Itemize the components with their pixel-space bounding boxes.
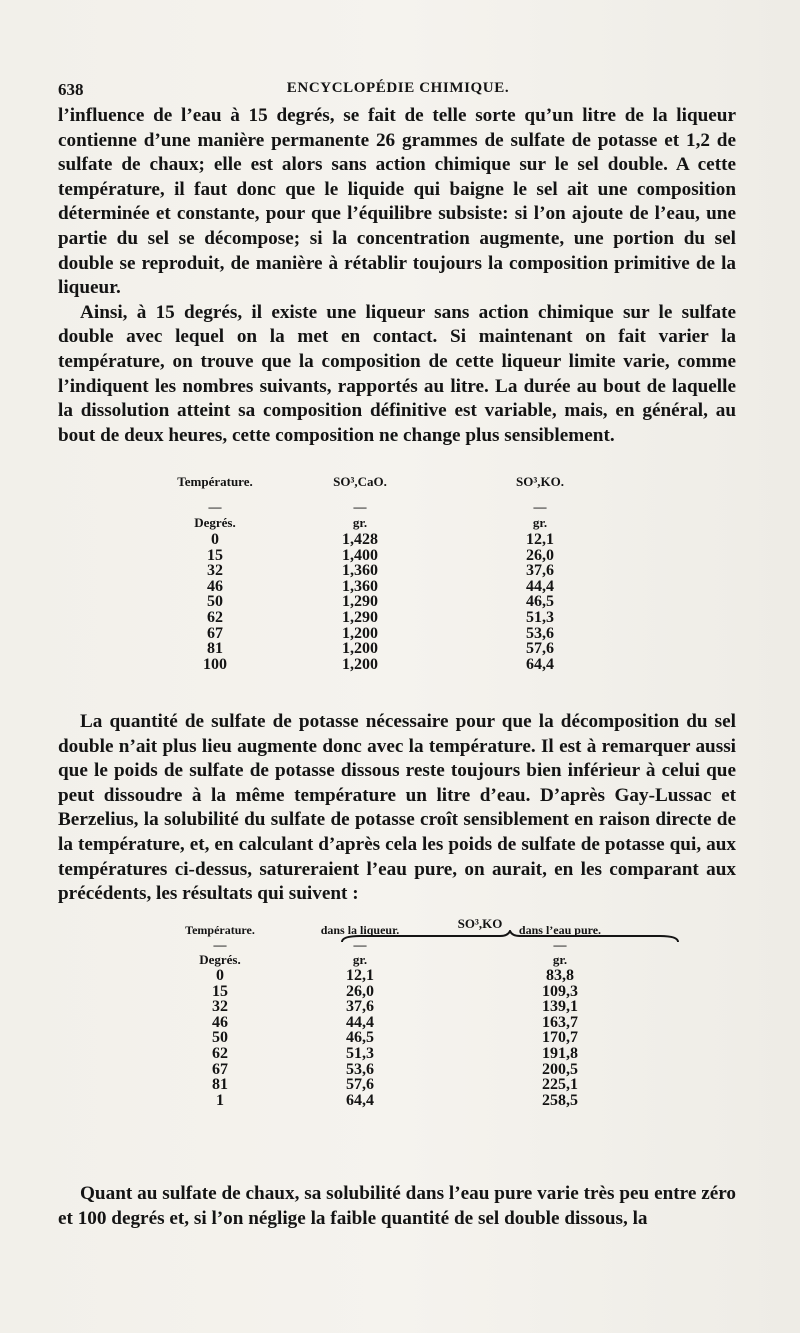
paragraph-quant: Quant au sulfate de chaux, sa solubilité dans l’eau pure varie très peu entre zéro et 100 degrés et, si l’on néglige la faible quantité de sel double dissous, la bbox=[58, 1183, 736, 1229]
table-row bbox=[160, 626, 630, 642]
table-cell: 46,5 bbox=[346, 1029, 374, 1047]
table-cell: 83,8 bbox=[546, 967, 574, 984]
table-cell: 1,200 bbox=[342, 640, 378, 658]
table-cell: 46,5 bbox=[526, 593, 554, 611]
table-cell: 1 bbox=[216, 1091, 224, 1109]
table-row bbox=[180, 1062, 660, 1078]
table-cell: 12,1 bbox=[346, 967, 374, 984]
page-number: 638 bbox=[58, 80, 84, 99]
table1-header-k2so4: SO³,KO. bbox=[516, 474, 564, 489]
table-cell: 51,3 bbox=[346, 1044, 374, 1062]
table-cell: 44,4 bbox=[346, 1013, 374, 1031]
table2-header-temperature: Température. bbox=[185, 923, 255, 937]
table-cell: 53,6 bbox=[526, 624, 554, 642]
table-cell: 225,1 bbox=[542, 1076, 578, 1094]
table1-unit: Degrés. bbox=[194, 515, 236, 530]
table-cell: 44,4 bbox=[526, 577, 554, 595]
table-cell: 1,360 bbox=[342, 577, 378, 595]
table1-dash: — bbox=[353, 499, 367, 514]
table-cell: 100 bbox=[203, 655, 227, 673]
table-cell: 1,400 bbox=[342, 546, 378, 564]
table-cell: 81 bbox=[212, 1076, 228, 1094]
table-cell: 200,5 bbox=[542, 1060, 578, 1078]
table-cell: 67 bbox=[207, 624, 223, 642]
table2-header-liqueur: dans la liqueur. bbox=[320, 923, 400, 937]
table-cell: 62 bbox=[207, 608, 223, 626]
table-cell: 50 bbox=[212, 1029, 228, 1047]
table1-header-temperature: Température. bbox=[177, 474, 253, 489]
text-block-bottom bbox=[58, 1182, 736, 1231]
table-row bbox=[160, 532, 630, 548]
table-row bbox=[160, 657, 630, 673]
text-block-top bbox=[58, 104, 736, 448]
table-cell: 67 bbox=[212, 1060, 228, 1078]
table-cell: 57,6 bbox=[346, 1076, 374, 1094]
text-block-middle bbox=[58, 710, 736, 907]
table-eau-pure bbox=[180, 916, 660, 1108]
table-cell: 0 bbox=[216, 967, 224, 984]
table-cell: 64,4 bbox=[526, 655, 554, 673]
table-cell: 37,6 bbox=[526, 562, 554, 580]
table-row bbox=[160, 641, 630, 657]
table2-unit: gr. bbox=[552, 952, 568, 967]
table2-unit: gr. bbox=[352, 952, 368, 967]
table-row bbox=[160, 610, 630, 626]
table-cell: 0 bbox=[211, 531, 219, 548]
table1-dash: — bbox=[533, 499, 547, 514]
table-row bbox=[160, 563, 630, 579]
table-cell: 139,1 bbox=[542, 998, 578, 1016]
table1-dash: — bbox=[208, 499, 222, 514]
table-liqueur-limite bbox=[160, 474, 630, 672]
table-cell: 163,7 bbox=[542, 1013, 578, 1031]
table2-dash: — bbox=[213, 937, 227, 952]
table-cell: 1,290 bbox=[342, 593, 378, 611]
table-cell: 15 bbox=[207, 546, 223, 564]
table-cell: 258,5 bbox=[542, 1091, 578, 1109]
table-cell: 1,360 bbox=[342, 562, 378, 580]
table-cell: 109,3 bbox=[542, 982, 578, 1000]
table-cell: 170,7 bbox=[542, 1029, 578, 1047]
table-cell: 32 bbox=[207, 562, 223, 580]
table-cell: 26,0 bbox=[346, 982, 374, 1000]
table-cell: 81 bbox=[207, 640, 223, 658]
table-cell: 50 bbox=[207, 593, 223, 611]
table-row bbox=[160, 579, 630, 595]
table-cell: 46 bbox=[212, 1013, 228, 1031]
paragraph-quantite: La quantité de sulfate de potasse nécessaire pour que la décomposition du sel double n’ait plus lieu augmente donc avec la température. Il est à remarquer aussi que le poids de sulfate de potasse dissous reste toujours bien inférieur à celui que peut dissoudre à la même température un litre d’eau. D’après Gay-Lussac et Berzelius, la solubilité du sulfate de potasse croît sensiblement en raison directe de la température, et, en calculant d’après cela les poids de sulfate de potasse qui, aux températures ci-dessus, satureraient l’eau pure, on aurait, en les comparant aux précédents, les résultats qui suivent : bbox=[58, 711, 736, 905]
table2-unit: Degrés. bbox=[199, 952, 241, 967]
paragraph-continued: l’influence de l’eau à 15 degrés, se fait de telle sorte qu’un litre de la liqueur contienne d’une manière permanente 26 grammes de sulfate de potasse et 1,2 de sulfate de chaux; elle est alors sans action chimique sur le sel double. A cette température, il faut donc que le liquide qui baigne le sel ait une composition déterminée et constante, pour que l’équilibre subsiste: si l’on ajoute de l’eau, une partie du sel se décompose; si la concentration augmente, une portion du sel double se reproduit, de manière à rétablir toujours la composition primitive de la liqueur. bbox=[58, 105, 736, 299]
table2-dash: — bbox=[553, 937, 567, 952]
table2-dash: — bbox=[353, 937, 367, 952]
table-row bbox=[180, 968, 660, 984]
table-row bbox=[180, 1015, 660, 1031]
table-cell: 15 bbox=[212, 982, 228, 1000]
table-cell: 37,6 bbox=[346, 998, 374, 1016]
table-cell: 62 bbox=[212, 1044, 228, 1062]
running-title: ENCYCLOPÉDIE CHIMIQUE. bbox=[286, 80, 510, 96]
table-row bbox=[180, 1077, 660, 1093]
table-cell: 46 bbox=[207, 577, 223, 595]
table-row bbox=[180, 1093, 660, 1109]
table-row bbox=[160, 594, 630, 610]
table-cell: 1,200 bbox=[342, 655, 378, 673]
table1-unit: gr. bbox=[532, 515, 548, 530]
paragraph-ainsi: Ainsi, à 15 degrés, il existe une liqueur sans action chimique sur le sulfate double avec lequel on la met en contact. Si maintenant on fait varier la température, on trouve que la composition de cette liqueur limite varie, comme l’indiquent les nombres suivants, rapportés au litre. La durée au bout de laquelle la dissolution atteint sa composition définitive est variable, mais, en général, au bout de deux heures, cette composition ne change plus sensiblement. bbox=[58, 301, 736, 446]
table1-unit: gr. bbox=[352, 515, 368, 530]
table-cell: 53,6 bbox=[346, 1060, 374, 1078]
table-cell: 64,4 bbox=[346, 1091, 374, 1109]
table2-group-header: SO³,KO bbox=[457, 916, 503, 931]
table2-header-eau-pure: dans l’eau pure. bbox=[518, 923, 602, 937]
table-cell: 26,0 bbox=[526, 546, 554, 564]
table-row bbox=[180, 984, 660, 1000]
table-cell: 1,428 bbox=[342, 531, 378, 548]
table-cell: 191,8 bbox=[542, 1044, 578, 1062]
page-header bbox=[58, 80, 738, 102]
table-cell: 1,290 bbox=[342, 608, 378, 626]
table-cell: 1,200 bbox=[342, 624, 378, 642]
table1-header-caso4: SO³,CaO. bbox=[333, 474, 387, 489]
table-row bbox=[160, 548, 630, 564]
table-cell: 32 bbox=[212, 998, 228, 1016]
table-row bbox=[180, 1046, 660, 1062]
table-cell: 51,3 bbox=[526, 608, 554, 626]
table-cell: 57,6 bbox=[526, 640, 554, 658]
table-cell: 12,1 bbox=[526, 531, 554, 548]
table-row bbox=[180, 999, 660, 1015]
table-row bbox=[180, 1030, 660, 1046]
